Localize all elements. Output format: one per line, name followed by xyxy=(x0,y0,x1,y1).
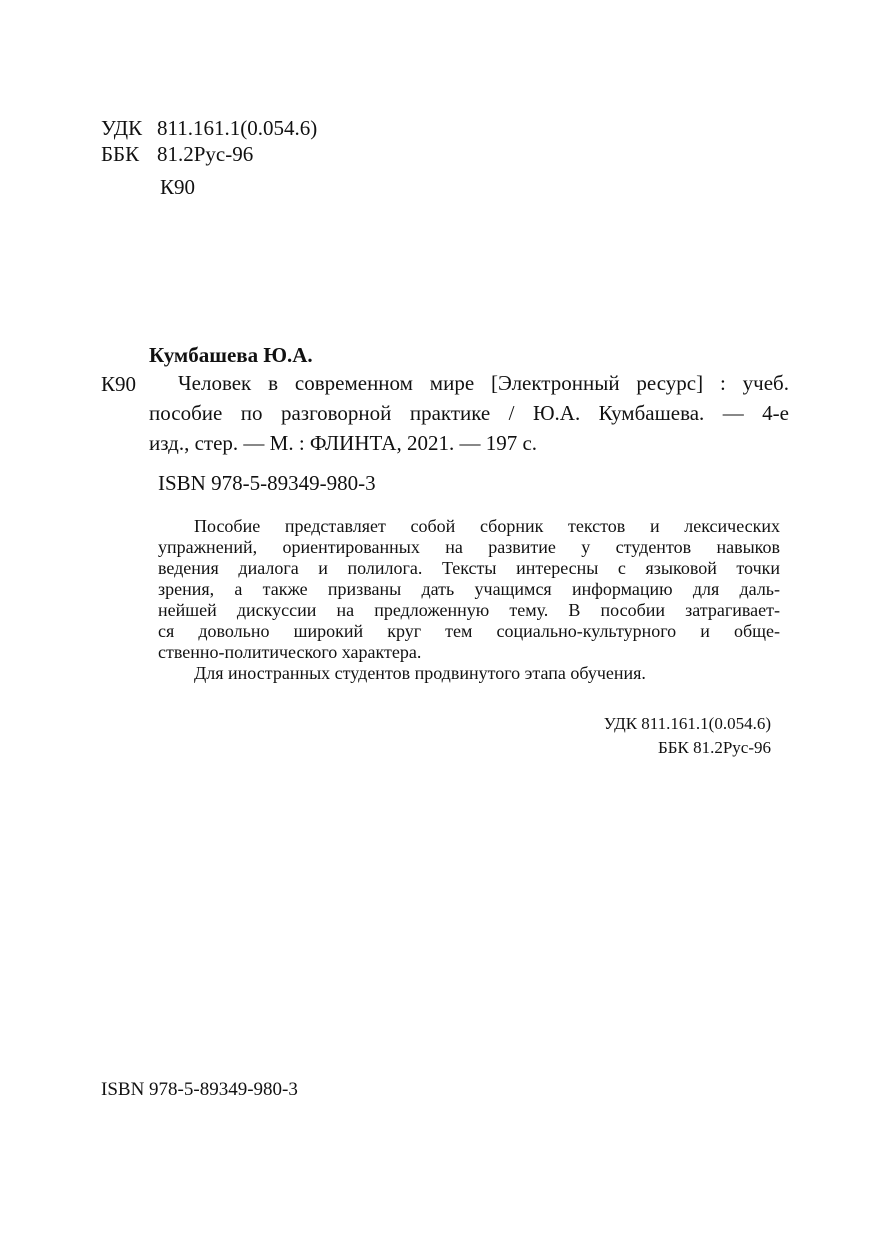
isbn-main: ISBN 978-5-89349-980-3 xyxy=(158,471,376,495)
footer-udk: УДК 811.161.1(0.054.6) xyxy=(603,714,771,733)
bbk-value: 81.2Рус-96 xyxy=(157,142,254,166)
annotation-line-audience: Для иностранных студентов продвинутого этапа обучения. xyxy=(194,663,646,683)
annotation-line: зрения, а также призваны дать учащимся информацию для даль- xyxy=(158,579,780,599)
annotation-line: Пособие представляет собой сборник текстов и лексических xyxy=(194,516,780,536)
udk-label: УДК xyxy=(101,116,143,140)
bibliographic-description xyxy=(149,368,789,458)
annotation-line: ственно-политического характера. xyxy=(158,642,422,662)
udk-classification xyxy=(101,115,317,141)
annotation-line: ся довольно широкий круг тем социально-культурного и обще- xyxy=(158,621,780,641)
bib-line: Человек в современном мире [Электронный ресурс] : учеб. xyxy=(178,371,789,395)
annotation-line: упражнений, ориентированных на развитие у студентов навыков xyxy=(158,537,780,557)
annotation-line: ведения диалога и полилога. Тексты интересны с языковой точки xyxy=(158,558,780,578)
annotation xyxy=(158,516,780,684)
cutter-mark-top: К90 xyxy=(160,175,196,199)
bbk-classification xyxy=(101,141,253,167)
author-name: Кумбашева Ю.А. xyxy=(149,343,313,367)
bib-line: изд., стер. — М. : ФЛИНТА, 2021. — 197 с. xyxy=(149,431,538,455)
annotation-line: нейшей дискуссии на предложенную тему. В пособии затрагивает- xyxy=(158,600,780,620)
isbn-bottom: ISBN 978-5-89349-980-3 xyxy=(101,1079,298,1100)
bbk-label: ББК xyxy=(101,142,140,166)
cutter-mark: К90 xyxy=(101,372,137,396)
udk-value: 811.161.1(0.054.6) xyxy=(157,116,318,140)
footer-bbk: ББК 81.2Рус-96 xyxy=(657,738,771,757)
bib-line: пособие по разговорной практике / Ю.А. Кумбашева. — 4-е xyxy=(149,401,789,425)
